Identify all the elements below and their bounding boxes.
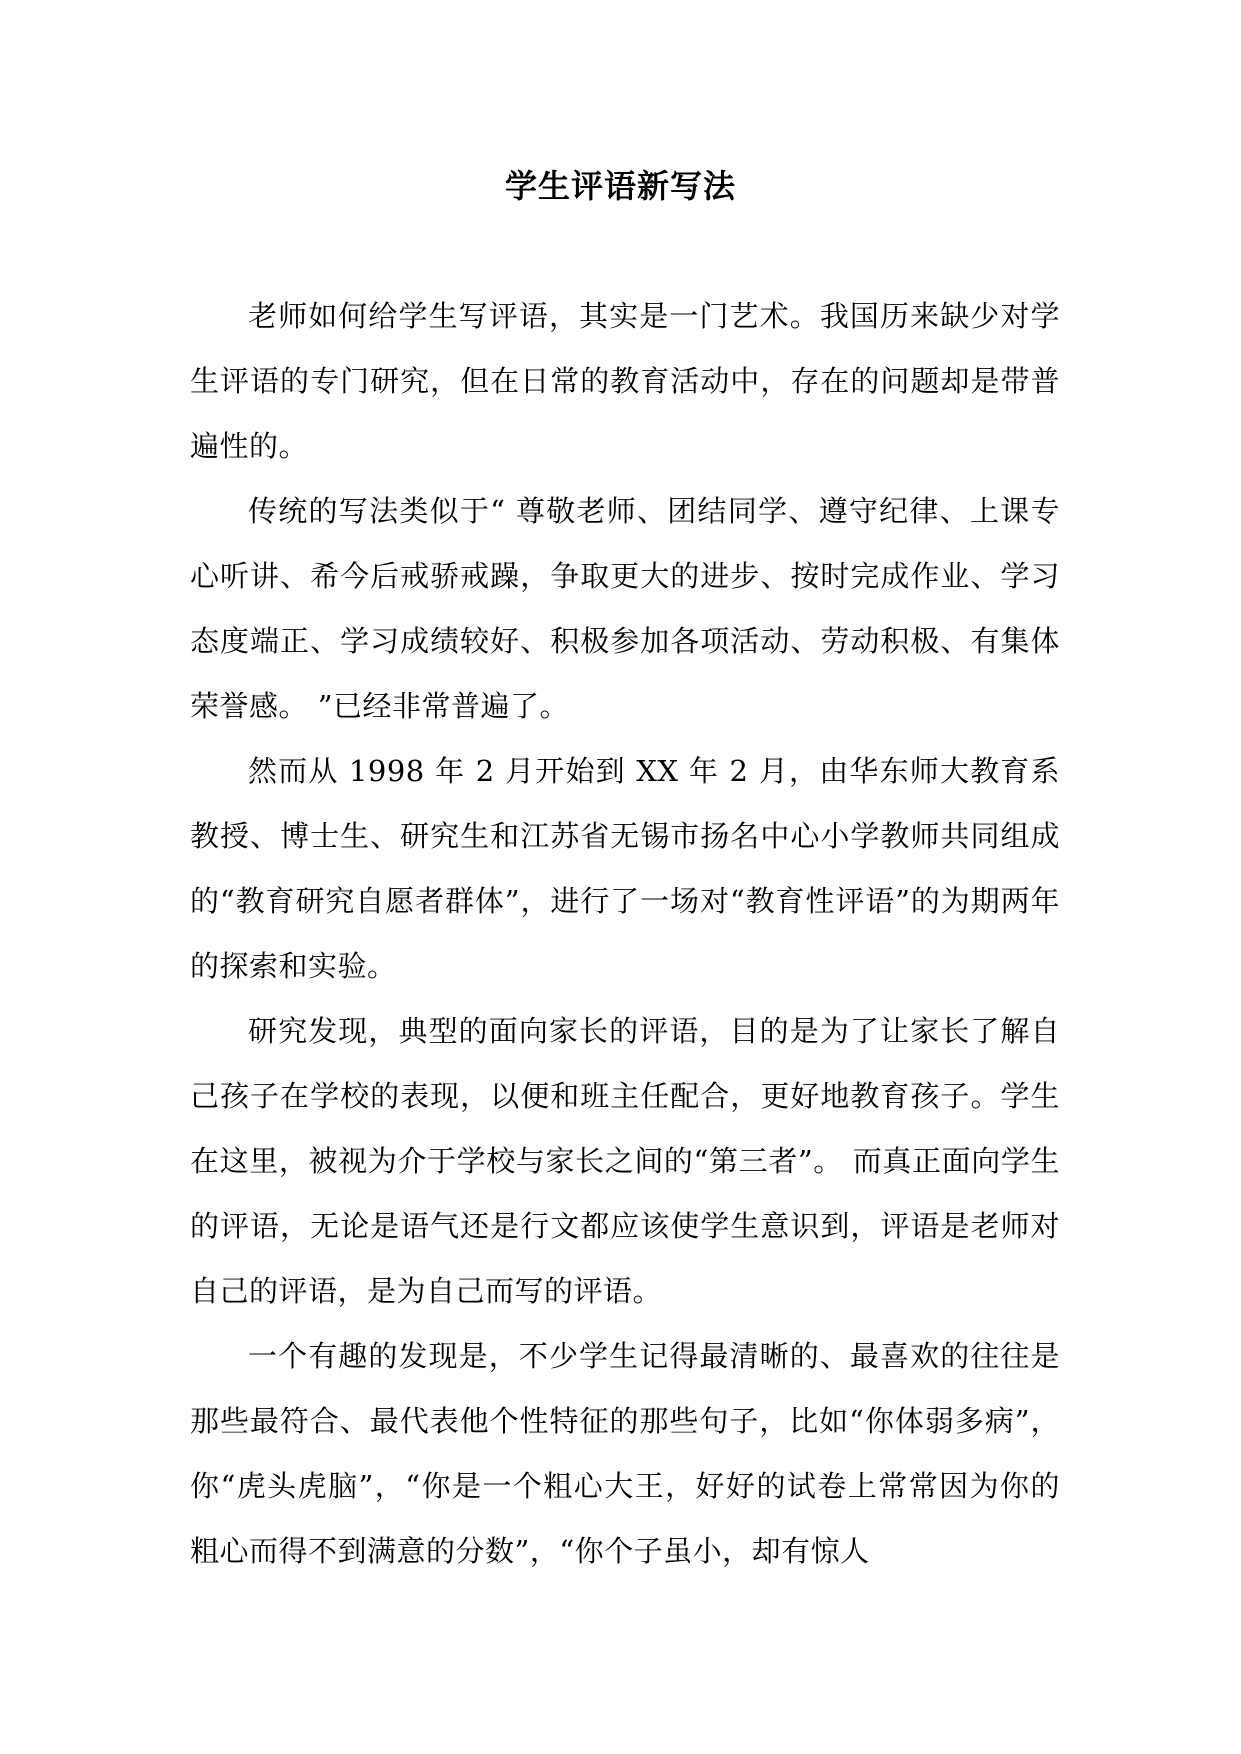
paragraph-5: 一个有趣的发现是，不少学生记得最清晰的、最喜欢的往往是那些最符合、最代表他个性特征的那些句子，比如“你体弱多病”，你“虎头虎脑”，“你是一个粗心大王，好好的试卷上常常因为你的粗心而得不到满意的分数”，“你个子虽小，却有惊人 (190, 1339, 1060, 1568)
document-title: 学生评语新写法 (504, 167, 736, 205)
document-body (190, 284, 1060, 1584)
paragraph-4: 研究发现，典型的面向家长的评语，目的是为了让家长了解自己孩子在学校的表现，以便和班主任配合，更好地教育孩子。学生在这里，被视为介于学校与家长之间的“第三者”。 而真正面向学生的评语，无论是语气还是行文都应该使学生意识到，评语是老师对自己的评语，是为自己而写的评语。 (190, 1014, 1060, 1308)
paragraph-3: 然而从 1998 年 2 月开始到 XX 年 2 月，由华东师大教育系教授、博士生、研究生和江苏省无锡市扬名中心小学教师共同组成的“教育研究自愿者群体”，进行了一场对“教育性评语”的为期两年的探索和实验。 (190, 754, 1060, 983)
paragraph-1: 老师如何给学生写评语，其实是一门艺术。我国历来缺少对学生评语的专门研究，但在日常的教育活动中，存在的问题却是带普遍性的。 (190, 299, 1060, 463)
paragraph-2: 传统的写法类似于“ 尊敬老师、团结同学、遵守纪律、上课专心听讲、希今后戒骄戒躁，争取更大的进步、按时完成作业、学习态度端正、学习成绩较好、积极参加各项活动、劳动积极、有集体荣誉感。 ”已经非常普遍了。 (190, 494, 1060, 723)
